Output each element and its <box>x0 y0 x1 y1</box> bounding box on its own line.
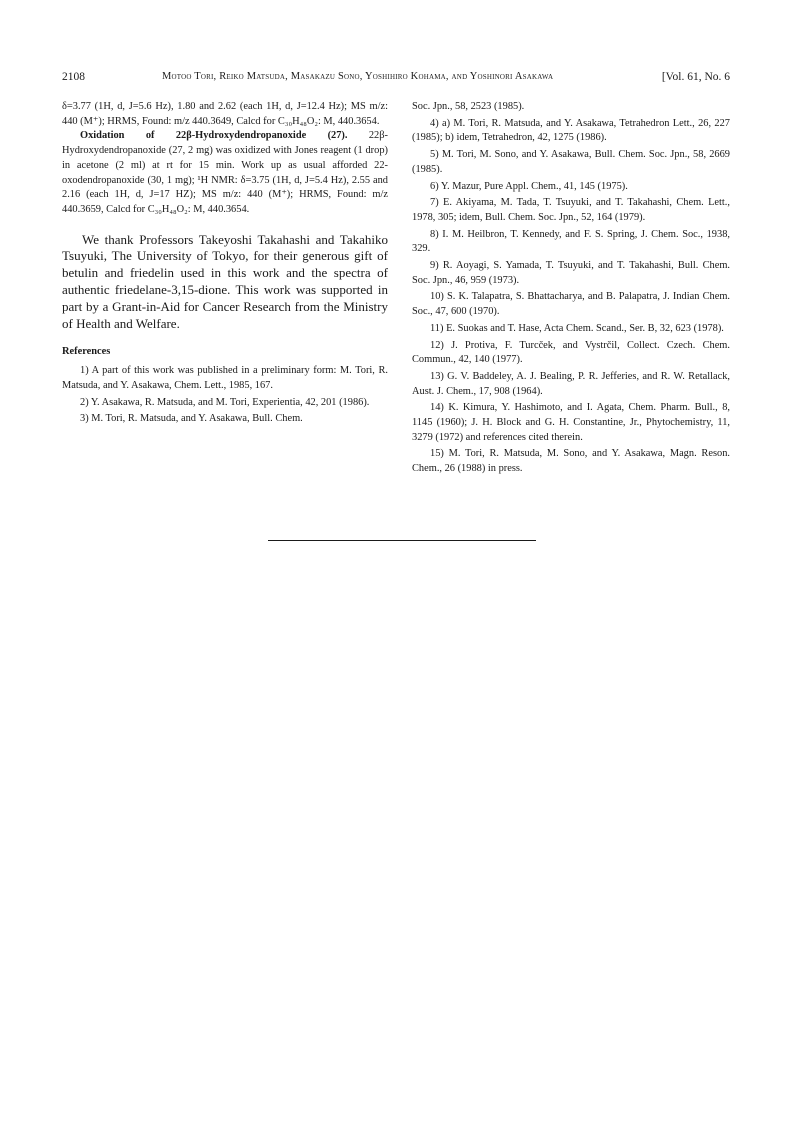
oxidation-body: 22β-Hydroxydendropanoxide (27, 2 mg) was oxidized with Jones reagent (1 drop) in acetone (2 ml) at rt for 15 min. Work up as usual afforded 22-oxodendropanoxide (30, 1 mg); ¹H NMR: δ=3.75 (1H, d, J=5.4 Hz), 2.55 and 2.16 (each 1H, d, J=17 HZ); MS m/z: 440 (M⁺); HRMS, Found: m/z 440.3659, Calcd for C₃₀H₄₈O₂: M, 440.3654. <box>62 130 388 215</box>
page-number: 2108 <box>62 71 85 83</box>
reference-item: 1) A part of this work was published in a preliminary form: M. Tori, R. Matsuda, and Y. Asakawa, Chem. Lett., 1985, 167. <box>62 365 388 391</box>
reference-item: 2) Y. Asakawa, R. Matsuda, and M. Tori, Experientia, 42, 201 (1986). <box>80 396 370 408</box>
reference-item: 14) K. Kimura, Y. Hashimoto, and I. Agata, Chem. Pharm. Bull., 8, 1145 (1960); J. H. Block and G. H. Constantine, Jr., Phytochemistry, 11, 3279 (1972) and references cited therein. <box>412 402 730 443</box>
reference-item: 3) M. Tori, R. Matsuda, and Y. Asakawa, Bull. Chem. <box>80 413 303 425</box>
experimental-continuation: δ=3.77 (1H, d, J=5.6 Hz), 1.80 and 2.62 (each 1H, d, J=12.4 Hz); MS m/z: 440 (M⁺); HRMS, Found: m/z 440.3649, Calcd for C₃₀H₄₈O₂: M, 440.3654. <box>62 101 388 127</box>
reference-item: 9) R. Aoyagi, S. Yamada, T. Tsuyuki, and T. Takahashi, Bull. Chem. Soc. Jpn., 46, 959 (1973). <box>412 260 730 286</box>
reference-item: 11) E. Suokas and T. Hase, Acta Chem. Scand., Ser. B, 32, 623 (1978). <box>430 322 724 334</box>
reference-item: 10) S. K. Talapatra, S. Bhattacharya, and B. Palapatra, J. Indian Chem. Soc., 47, 600 (1970). <box>412 291 730 318</box>
end-rule <box>268 540 536 541</box>
reference-item: 6) Y. Mazur, Pure Appl. Chem., 41, 145 (1975). <box>430 180 628 192</box>
reference-continuation: Soc. Jpn., 58, 2523 (1985). <box>412 101 525 112</box>
right-column <box>412 100 730 479</box>
reference-item: 8) I. M. Heilbron, T. Kennedy, and F. S. Spring, J. Chem. Soc., 1938, 329. <box>412 228 730 255</box>
header-authors: Motoo Tori, Reiko Matsuda, Masakazu Sono, Yoshihiro Kohama, and Yoshinori Asakawa <box>162 71 554 82</box>
oxidation-title: Oxidation of 22β-Hydroxydendropanoxide (27). <box>80 130 348 142</box>
running-header <box>62 70 730 84</box>
reference-item: 5) M. Tori, M. Sono, and Y. Asakawa, Bull. Chem. Soc. Jpn., 58, 2669 (1985). <box>412 149 730 175</box>
references-heading: References <box>62 346 111 358</box>
reference-item: 13) G. V. Baddeley, A. J. Bealing, P. R. Jefferies, and R. W. Retallack, Aust. J. Chem., 17, 908 (1964). <box>412 370 730 397</box>
header-volume: [Vol. 61, No. 6 <box>661 71 730 83</box>
reference-item: 4) a) M. Tori, R. Matsuda, and Y. Asakawa, Tetrahedron Lett., 26, 227 (1985); b) idem, Tetrahedron, 42, 1275 (1986). <box>412 117 730 144</box>
left-column <box>62 100 388 429</box>
reference-item: 15) M. Tori, R. Matsuda, M. Sono, and Y. Asakawa, Magn. Reson. Chem., 26 (1988) in press. <box>412 448 730 475</box>
oxidation-paragraph <box>62 129 388 217</box>
reference-item: 12) J. Protiva, F. Turcček, and Vystrčil, Collect. Czech. Chem. Commun., 42, 140 (1977). <box>412 339 730 366</box>
acknowledgment: We thank Professors Takeyoshi Takahashi and Takahiko Tsuyuki, The University of Tokyo, for their generous gift of betulin and friedelin used in this work and the spectra of authentic friedelane-3,15-dione. This work was supported in part by a Grant-in-Aid for Cancer Research from the Ministry of Health and Welfare. <box>62 231 388 331</box>
reference-item: 7) E. Akiyama, M. Tada, T. Tsuyuki, and T. Takahashi, Chem. Lett., 1978, 305; idem, Bull. Chem. Soc. Jpn., 52, 164 (1979). <box>412 197 730 223</box>
